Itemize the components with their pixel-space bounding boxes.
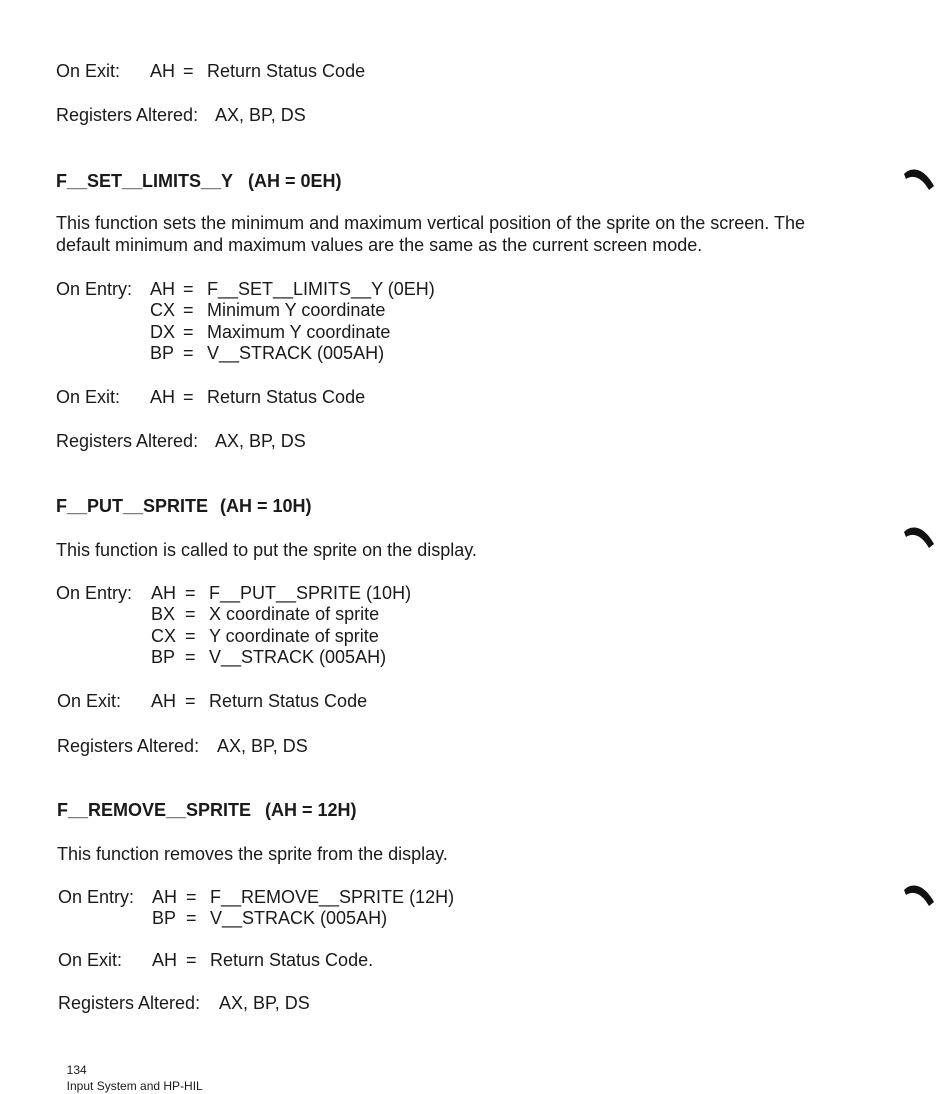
- section-code: (AH = 12H): [265, 800, 357, 820]
- equals-sign: =: [185, 604, 196, 624]
- on-exit-label: On Exit:: [56, 61, 121, 81]
- register-name: BP: [152, 908, 177, 928]
- register-value: Return Status Code.: [210, 950, 374, 970]
- registers-altered-value: AX, BP, DS: [217, 736, 308, 756]
- register-value: Return Status Code: [207, 387, 366, 407]
- equals-sign: =: [186, 887, 197, 907]
- registers-altered-label: Registers Altered:: [57, 736, 200, 756]
- equals-sign: =: [186, 950, 197, 970]
- register-name: CX: [151, 626, 177, 646]
- register-name: AH: [152, 887, 178, 907]
- register-value: V__STRACK (005AH): [207, 343, 385, 363]
- register-name: BX: [151, 604, 176, 624]
- register-value: X coordinate of sprite: [209, 604, 380, 624]
- register-value: F__SET__LIMITS__Y (0EH): [207, 279, 435, 299]
- on-exit-label: On Exit:: [58, 950, 123, 970]
- equals-sign: =: [185, 691, 196, 711]
- register-name: BP: [151, 647, 176, 667]
- register-name: CX: [150, 300, 176, 320]
- register-value: Y coordinate of sprite: [209, 626, 379, 646]
- equals-sign: =: [183, 61, 194, 81]
- register-value: Minimum Y coordinate: [207, 300, 386, 320]
- equals-sign: =: [183, 279, 194, 299]
- equals-sign: =: [186, 908, 197, 928]
- on-entry-label: On Entry:: [58, 887, 135, 907]
- section-title: F__REMOVE__SPRITE: [57, 800, 252, 820]
- section-description: This function is called to put the sprite on the display.: [56, 540, 477, 560]
- register-name: AH: [150, 387, 176, 407]
- register-value: Maximum Y coordinate: [207, 322, 391, 342]
- page-number: 134: [66, 1063, 87, 1077]
- register-value: V__STRACK (005AH): [210, 908, 388, 928]
- register-name: AH: [151, 583, 177, 603]
- register-name: DX: [150, 322, 176, 342]
- section-title: F__SET__LIMITS__Y: [56, 171, 234, 191]
- registers-altered-label: Registers Altered:: [58, 993, 201, 1013]
- register-value: F__PUT__SPRITE (10H): [209, 583, 412, 603]
- register-name: BP: [150, 343, 175, 363]
- footer-chapter-title: Input System and HP-HIL: [66, 1079, 203, 1093]
- register-value: Return Status Code: [207, 61, 366, 81]
- on-exit-label: On Exit:: [57, 691, 122, 711]
- change-bar-mark-icon: [902, 166, 936, 192]
- equals-sign: =: [185, 583, 196, 603]
- registers-altered-value: AX, BP, DS: [215, 431, 306, 451]
- on-entry-label: On Entry:: [56, 583, 133, 603]
- equals-sign: =: [185, 647, 196, 667]
- equals-sign: =: [183, 387, 194, 407]
- registers-altered-value: AX, BP, DS: [215, 105, 306, 125]
- register-value: Return Status Code: [209, 691, 368, 711]
- registers-altered-label: Registers Altered:: [56, 431, 199, 451]
- register-value: F__REMOVE__SPRITE (12H): [210, 887, 455, 907]
- register-name: AH: [150, 61, 176, 81]
- section-description: This function removes the sprite from the display.: [57, 844, 448, 864]
- on-exit-label: On Exit:: [56, 387, 121, 407]
- register-name: AH: [151, 691, 177, 711]
- equals-sign: =: [183, 300, 194, 320]
- change-bar-mark-icon: [902, 882, 936, 908]
- page-footer: [60, 1046, 203, 1094]
- on-entry-label: On Entry:: [56, 279, 133, 299]
- equals-sign: =: [183, 322, 194, 342]
- section-description: This function sets the minimum and maximum vertical position of the sprite on the screen. The default minimum and maximum values are the same as the current screen mode.: [56, 213, 806, 255]
- section-code: (AH = 10H): [220, 496, 312, 516]
- change-bar-mark-icon: [902, 524, 936, 550]
- register-value: V__STRACK (005AH): [209, 647, 387, 667]
- register-name: AH: [150, 279, 176, 299]
- registers-altered-label: Registers Altered:: [56, 105, 199, 125]
- registers-altered-value: AX, BP, DS: [219, 993, 310, 1013]
- equals-sign: =: [183, 343, 194, 363]
- section-title: F__PUT__SPRITE: [56, 496, 209, 516]
- equals-sign: =: [185, 626, 196, 646]
- section-code: (AH = 0EH): [248, 171, 342, 191]
- register-name: AH: [152, 950, 178, 970]
